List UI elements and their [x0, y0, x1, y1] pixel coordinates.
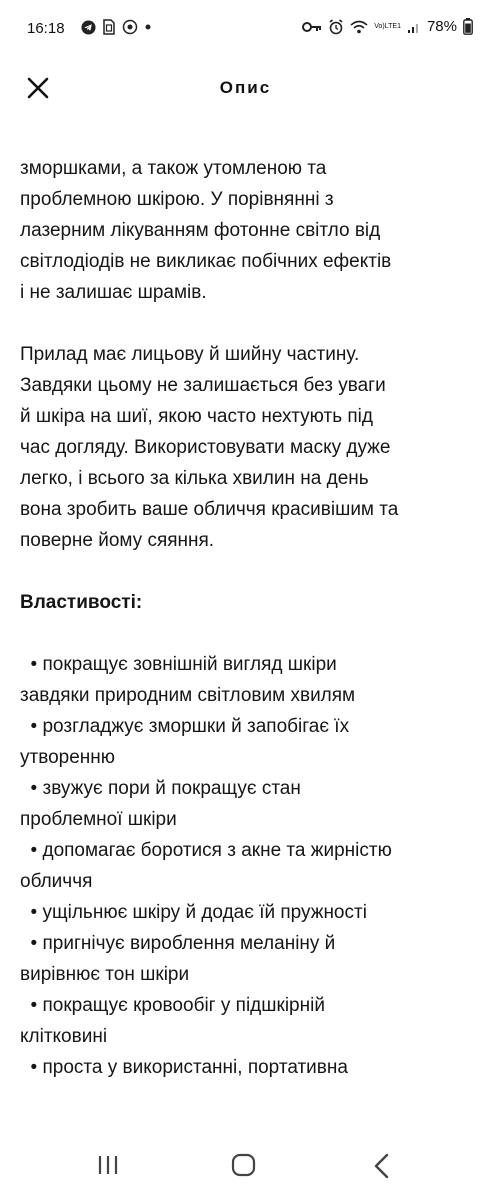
text-line: світлодіодів не викликає побічних ефектів	[20, 251, 392, 272]
home-button[interactable]	[231, 1153, 257, 1182]
recent-apps-icon	[96, 1164, 120, 1181]
alarm-icon	[328, 19, 344, 35]
status-time: 16:18	[27, 20, 65, 37]
description-paragraph-1	[20, 153, 480, 308]
bullet-line: • ущільнює шкіру й додає їй пружності	[20, 902, 367, 923]
dot-icon	[144, 23, 152, 31]
recent-apps-button[interactable]	[96, 1153, 120, 1182]
list-item	[20, 1052, 480, 1083]
text-line: Завдяки цьому не залишається без уваги	[20, 375, 386, 396]
list-item	[20, 928, 480, 990]
wifi-icon	[350, 20, 368, 34]
bullet-line: обличчя	[20, 871, 93, 892]
text-line: проблемною шкірою. У порівнянні з	[20, 189, 334, 210]
header	[0, 60, 491, 116]
bullet-line: • розгладжує зморшки й запобігає їх	[20, 716, 350, 737]
list-item	[20, 990, 480, 1052]
bullet-line: • звужує пори й покращує стан	[20, 778, 301, 799]
status-bar	[0, 0, 491, 50]
list-item	[20, 897, 480, 928]
text-line: лазерним лікуванням фотонне світло від	[20, 220, 381, 241]
network-type-label	[374, 23, 401, 30]
navigation-bar	[0, 1135, 491, 1200]
list-item	[20, 711, 480, 773]
signal-icon	[407, 20, 421, 34]
bullet-line: • проста у використанні, портативна	[20, 1057, 348, 1078]
text-line: легко, і всього за кілька хвилин на день	[20, 468, 369, 489]
bullet-line: клітковині	[20, 1026, 108, 1047]
text-line: вона зробить ваше обличчя красивішим та	[20, 499, 399, 520]
section-title: Властивості:	[20, 592, 143, 613]
text-line: зморшками, а також утомленою та	[20, 158, 327, 179]
bullet-line: вирівнює тон шкіри	[20, 964, 190, 985]
list-item	[20, 835, 480, 897]
back-button[interactable]	[372, 1153, 392, 1184]
properties-list	[20, 649, 480, 1083]
status-right-icons	[302, 18, 473, 35]
bullet-line: • пригнічує вироблення меланіну й	[20, 933, 336, 954]
bullet-line: завдяки природним світловим хвилям	[20, 685, 356, 706]
page-title: Опис	[219, 78, 272, 97]
battery-icon	[463, 18, 473, 35]
text-line: Прилад має лицьову й шийну частину.	[20, 344, 360, 365]
bullet-line: • покращує кровообіг у підшкірній	[20, 995, 325, 1016]
network-label-bottom: LTE1	[384, 23, 401, 30]
bullet-line: • допомагає боротися з акне та жирністю	[20, 840, 392, 861]
bullet-line: проблемної шкіри	[20, 809, 177, 830]
text-line: час догляду. Використовувати маску дуже	[20, 437, 391, 458]
app-icon	[122, 19, 138, 35]
telegram-icon	[81, 20, 96, 35]
description-paragraph-2	[20, 339, 480, 556]
text-line: й шкіра на шиї, якою часто нехтують під	[20, 406, 373, 427]
home-icon	[231, 1164, 257, 1181]
back-icon	[372, 1166, 392, 1183]
status-left-icons	[81, 19, 152, 35]
text-line: поверне йому сяяння.	[20, 530, 215, 551]
bullet-line: утворенню	[20, 747, 116, 768]
key-icon	[302, 21, 322, 33]
network-label-top: Vo)	[374, 23, 385, 30]
sim-icon	[102, 19, 116, 35]
battery-percentage: 78%	[426, 18, 457, 35]
description-content	[20, 153, 480, 1083]
list-item	[20, 649, 480, 711]
list-item	[20, 773, 480, 835]
text-line: і не залишає шрамів.	[20, 282, 207, 303]
bullet-line: • покращує зовнішній вигляд шкіри	[20, 654, 337, 675]
